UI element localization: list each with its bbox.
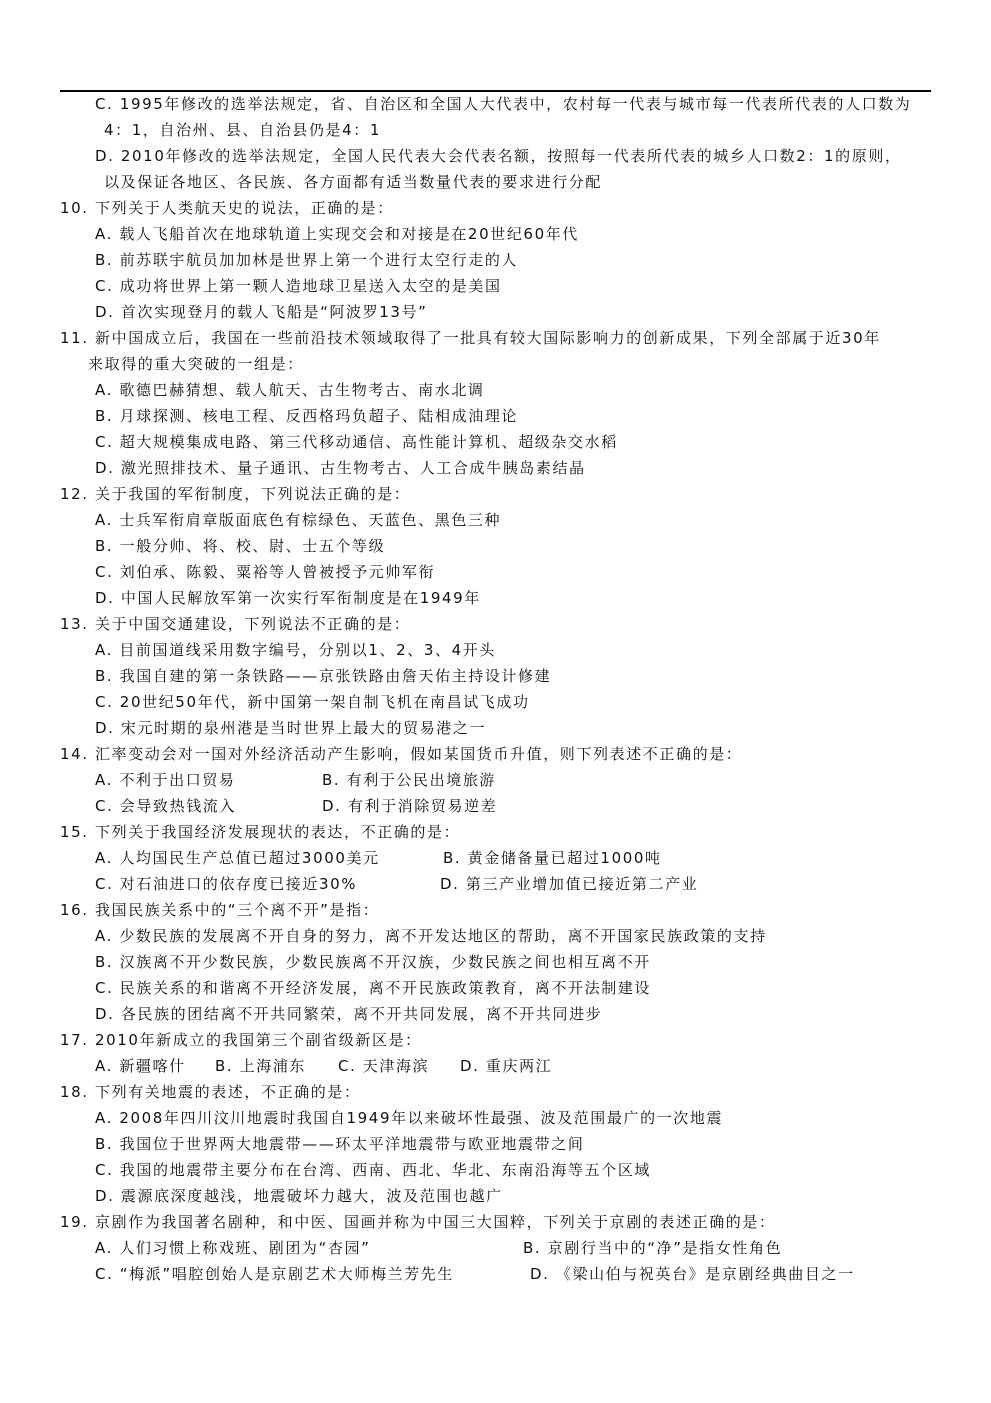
option-a: A. 歌德巴赫猜想、载人航天、古生物考古、南水北调 <box>95 381 485 399</box>
text-line <box>0 325 991 351</box>
option-a: A. 载人飞船首次在地球轨道上实现交会和对接是在20世纪60年代 <box>95 225 579 243</box>
text-line <box>0 741 991 767</box>
text-line <box>0 195 991 221</box>
text-line <box>0 1131 991 1157</box>
option-a: A. 士兵军衔肩章版面底色有棕绿色、天蓝色、黑色三种 <box>95 511 502 529</box>
question-stem: 下列有关地震的表述，不正确的是： <box>95 1083 361 1101</box>
text-line <box>0 871 991 897</box>
question-stem: 下列关于人类航天史的说法，正确的是： <box>95 199 394 217</box>
text-line <box>0 299 991 325</box>
question-number: 10. <box>60 199 89 217</box>
question-number: 19. <box>60 1213 89 1231</box>
question-number: 14. <box>60 745 89 763</box>
text-line <box>0 897 991 923</box>
text-line <box>0 403 991 429</box>
text-line <box>0 793 991 819</box>
text-line <box>0 923 991 949</box>
option-b: B. 黄金储备量已超过1000吨 <box>443 849 662 867</box>
question-number: 16. <box>60 901 89 919</box>
text-line <box>0 143 991 169</box>
option-b: B. 一般分帅、将、校、尉、士五个等级 <box>95 537 386 555</box>
option-d: D. 震源底深度越浅，地震破坏力越大，波及范围也越广 <box>95 1187 503 1205</box>
text-line <box>0 663 991 689</box>
text-line <box>0 611 991 637</box>
text-line <box>0 845 991 871</box>
option-c: C. 民族关系的和谐离不开经济发展，离不开民族政策教育，离不开法制建设 <box>95 979 652 997</box>
text-line <box>0 637 991 663</box>
text-line <box>0 1001 991 1027</box>
text-line <box>0 351 991 377</box>
option-c: C. 对石油进口的依存度已接近30% <box>95 875 358 893</box>
option-c: C. 我国的地震带主要分布在台湾、西南、西北、华北、东南沿海等五个区域 <box>95 1161 652 1179</box>
question-number: 13. <box>60 615 89 633</box>
option-b: B. 月球探测、核电工程、反西格玛负超子、陆相成油理论 <box>95 407 519 425</box>
text-line <box>0 1053 991 1079</box>
option-d: D. 重庆两江 <box>460 1057 553 1075</box>
option-a: A. 不利于出口贸易 <box>95 771 236 789</box>
option-c: C. 天津海滨 <box>338 1057 430 1075</box>
text-line <box>0 559 991 585</box>
option-a: A. 少数民族的发展离不开自身的努力，离不开发达地区的帮助，离不开国家民族政策的支持 <box>95 927 767 945</box>
text-line <box>0 975 991 1001</box>
question-number: 17. <box>60 1031 89 1049</box>
text-line <box>0 1079 991 1105</box>
text-line <box>0 533 991 559</box>
option-b: B. 有利于公民出境旅游 <box>322 771 497 789</box>
option-d: D. 第三产业增加值已接近第二产业 <box>440 875 699 893</box>
text-line <box>0 1209 991 1235</box>
text-line <box>0 715 991 741</box>
option-c: C. 会导致热钱流入 <box>95 797 237 815</box>
text-line <box>0 1027 991 1053</box>
option-a: A. 目前国道线采用数字编号，分别以1、2、3、4开头 <box>95 641 496 659</box>
option-a: A. 新疆喀什 <box>95 1057 186 1075</box>
option-a: A. 人均国民生产总值已超过3000美元 <box>95 849 380 867</box>
option-c: C. 超大规模集成电路、第三代移动通信、高性能计算机、超级杂交水稻 <box>95 433 618 451</box>
text-line <box>0 273 991 299</box>
text-line <box>0 767 991 793</box>
text-line <box>0 1261 991 1287</box>
question-number: 12. <box>60 485 89 503</box>
option-c: C. “梅派”唱腔创始人是京剧艺术大师梅兰芳先生 <box>95 1265 454 1283</box>
option-b: B. 汉族离不开少数民族，少数民族离不开汉族，少数民族之间也相互离不开 <box>95 953 651 971</box>
option-d: D. 宋元时期的泉州港是当时世界上最大的贸易港之一 <box>95 719 487 737</box>
text-line <box>0 1183 991 1209</box>
text-line <box>0 1105 991 1131</box>
text-line <box>0 377 991 403</box>
text-line <box>0 455 991 481</box>
text-line <box>0 689 991 715</box>
text-line <box>0 1157 991 1183</box>
option-d: D. 《梁山伯与祝英台》是京剧经典曲目之一 <box>530 1265 855 1283</box>
question-stem: 关于中国交通建设，下列说法不正确的是： <box>95 615 411 633</box>
option-d: D. 各民族的团结离不开共同繁荣，离不开共同发展，离不开共同进步 <box>95 1005 603 1023</box>
question-stem: 关于我国的军衔制度，下列说法正确的是： <box>95 485 411 503</box>
option-d: D. 激光照排技术、量子通讯、古生物考古、人工合成牛胰岛素结晶 <box>95 459 586 477</box>
question-stem: 2010年新成立的我国第三个副省级新区是： <box>95 1031 422 1049</box>
option-d: D. 首次实现登月的载人飞船是“阿波罗13号” <box>95 303 428 321</box>
text-line <box>0 585 991 611</box>
option-d: D. 有利于消除贸易逆差 <box>322 797 498 815</box>
question-stem: 新中国成立后，我国在一些前沿技术领域取得了一批具有较大国际影响力的创新成果，下列全部属于近30年 <box>95 329 881 347</box>
question-stem-continuation: 来取得的重大突破的一组是： <box>88 355 304 373</box>
option-continuation: 以及保证各地区、各民族、各方面都有适当数量代表的要求进行分配 <box>104 173 603 191</box>
text-line <box>0 221 991 247</box>
text-line <box>0 117 991 143</box>
question-stem: 京剧作为我国著名剧种，和中医、国画并称为中国三大国粹，下列关于京剧的表述正确的是： <box>95 1213 776 1231</box>
option-a: A. 2008年四川汶川地震时我国自1949年以来破坏性最强、波及范围最广的一次地震 <box>95 1109 724 1127</box>
option-b: B. 前苏联宇航员加加林是世界上第一个进行太空行走的人 <box>95 251 519 269</box>
question-number: 18. <box>60 1083 89 1101</box>
option-a: A. 人们习惯上称戏班、剧团为“杏园” <box>95 1239 371 1257</box>
text-line <box>0 1235 991 1261</box>
question-stem: 我国民族关系中的“三个离不开”是指： <box>95 901 380 919</box>
option-d: D. 中国人民解放军第一次实行军衔制度是在1949年 <box>95 589 481 607</box>
exam-page <box>0 91 991 1287</box>
option-c: C. 成功将世界上第一颗人造地球卫星送入太空的是美国 <box>95 277 502 295</box>
option-b: B. 上海浦东 <box>215 1057 307 1075</box>
text-line <box>0 429 991 455</box>
option-b: B. 我国位于世界两大地震带——环太平洋地震带与欧亚地震带之间 <box>95 1135 585 1153</box>
option-continuation: 4：1，自治州、县、自治县仍是4：1 <box>104 121 381 139</box>
text-line <box>0 169 991 195</box>
option-b: B. 京剧行当中的“净”是指女性角色 <box>523 1239 783 1257</box>
text-line <box>0 507 991 533</box>
option-b: B. 我国自建的第一条铁路——京张铁路由詹天佑主持设计修建 <box>95 667 552 685</box>
text-line <box>0 819 991 845</box>
option-c: C. 20世纪50年代，新中国第一架自制飞机在南昌试飞成功 <box>95 693 530 711</box>
text-line <box>0 247 991 273</box>
text-line <box>0 91 991 117</box>
option-c: C. 刘伯承、陈毅、粟裕等人曾被授予元帅军衔 <box>95 563 436 581</box>
question-number: 15. <box>60 823 89 841</box>
option: D. 2010年修改的选举法规定，全国人民代表大会代表名额，按照每一代表所代表的城乡人口数2：1的原则， <box>95 147 902 165</box>
text-line <box>0 949 991 975</box>
question-number: 11. <box>60 329 89 347</box>
question-stem: 汇率变动会对一国对外经济活动产生影响，假如某国货币升值，则下列表述不正确的是： <box>95 745 743 763</box>
text-line <box>0 481 991 507</box>
question-stem: 下列关于我国经济发展现状的表达，不正确的是： <box>95 823 461 841</box>
option: C. 1995年修改的选举法规定，省、自治区和全国人大代表中，农村每一代表与城市每一代表所代表的人口数为 <box>95 95 912 113</box>
